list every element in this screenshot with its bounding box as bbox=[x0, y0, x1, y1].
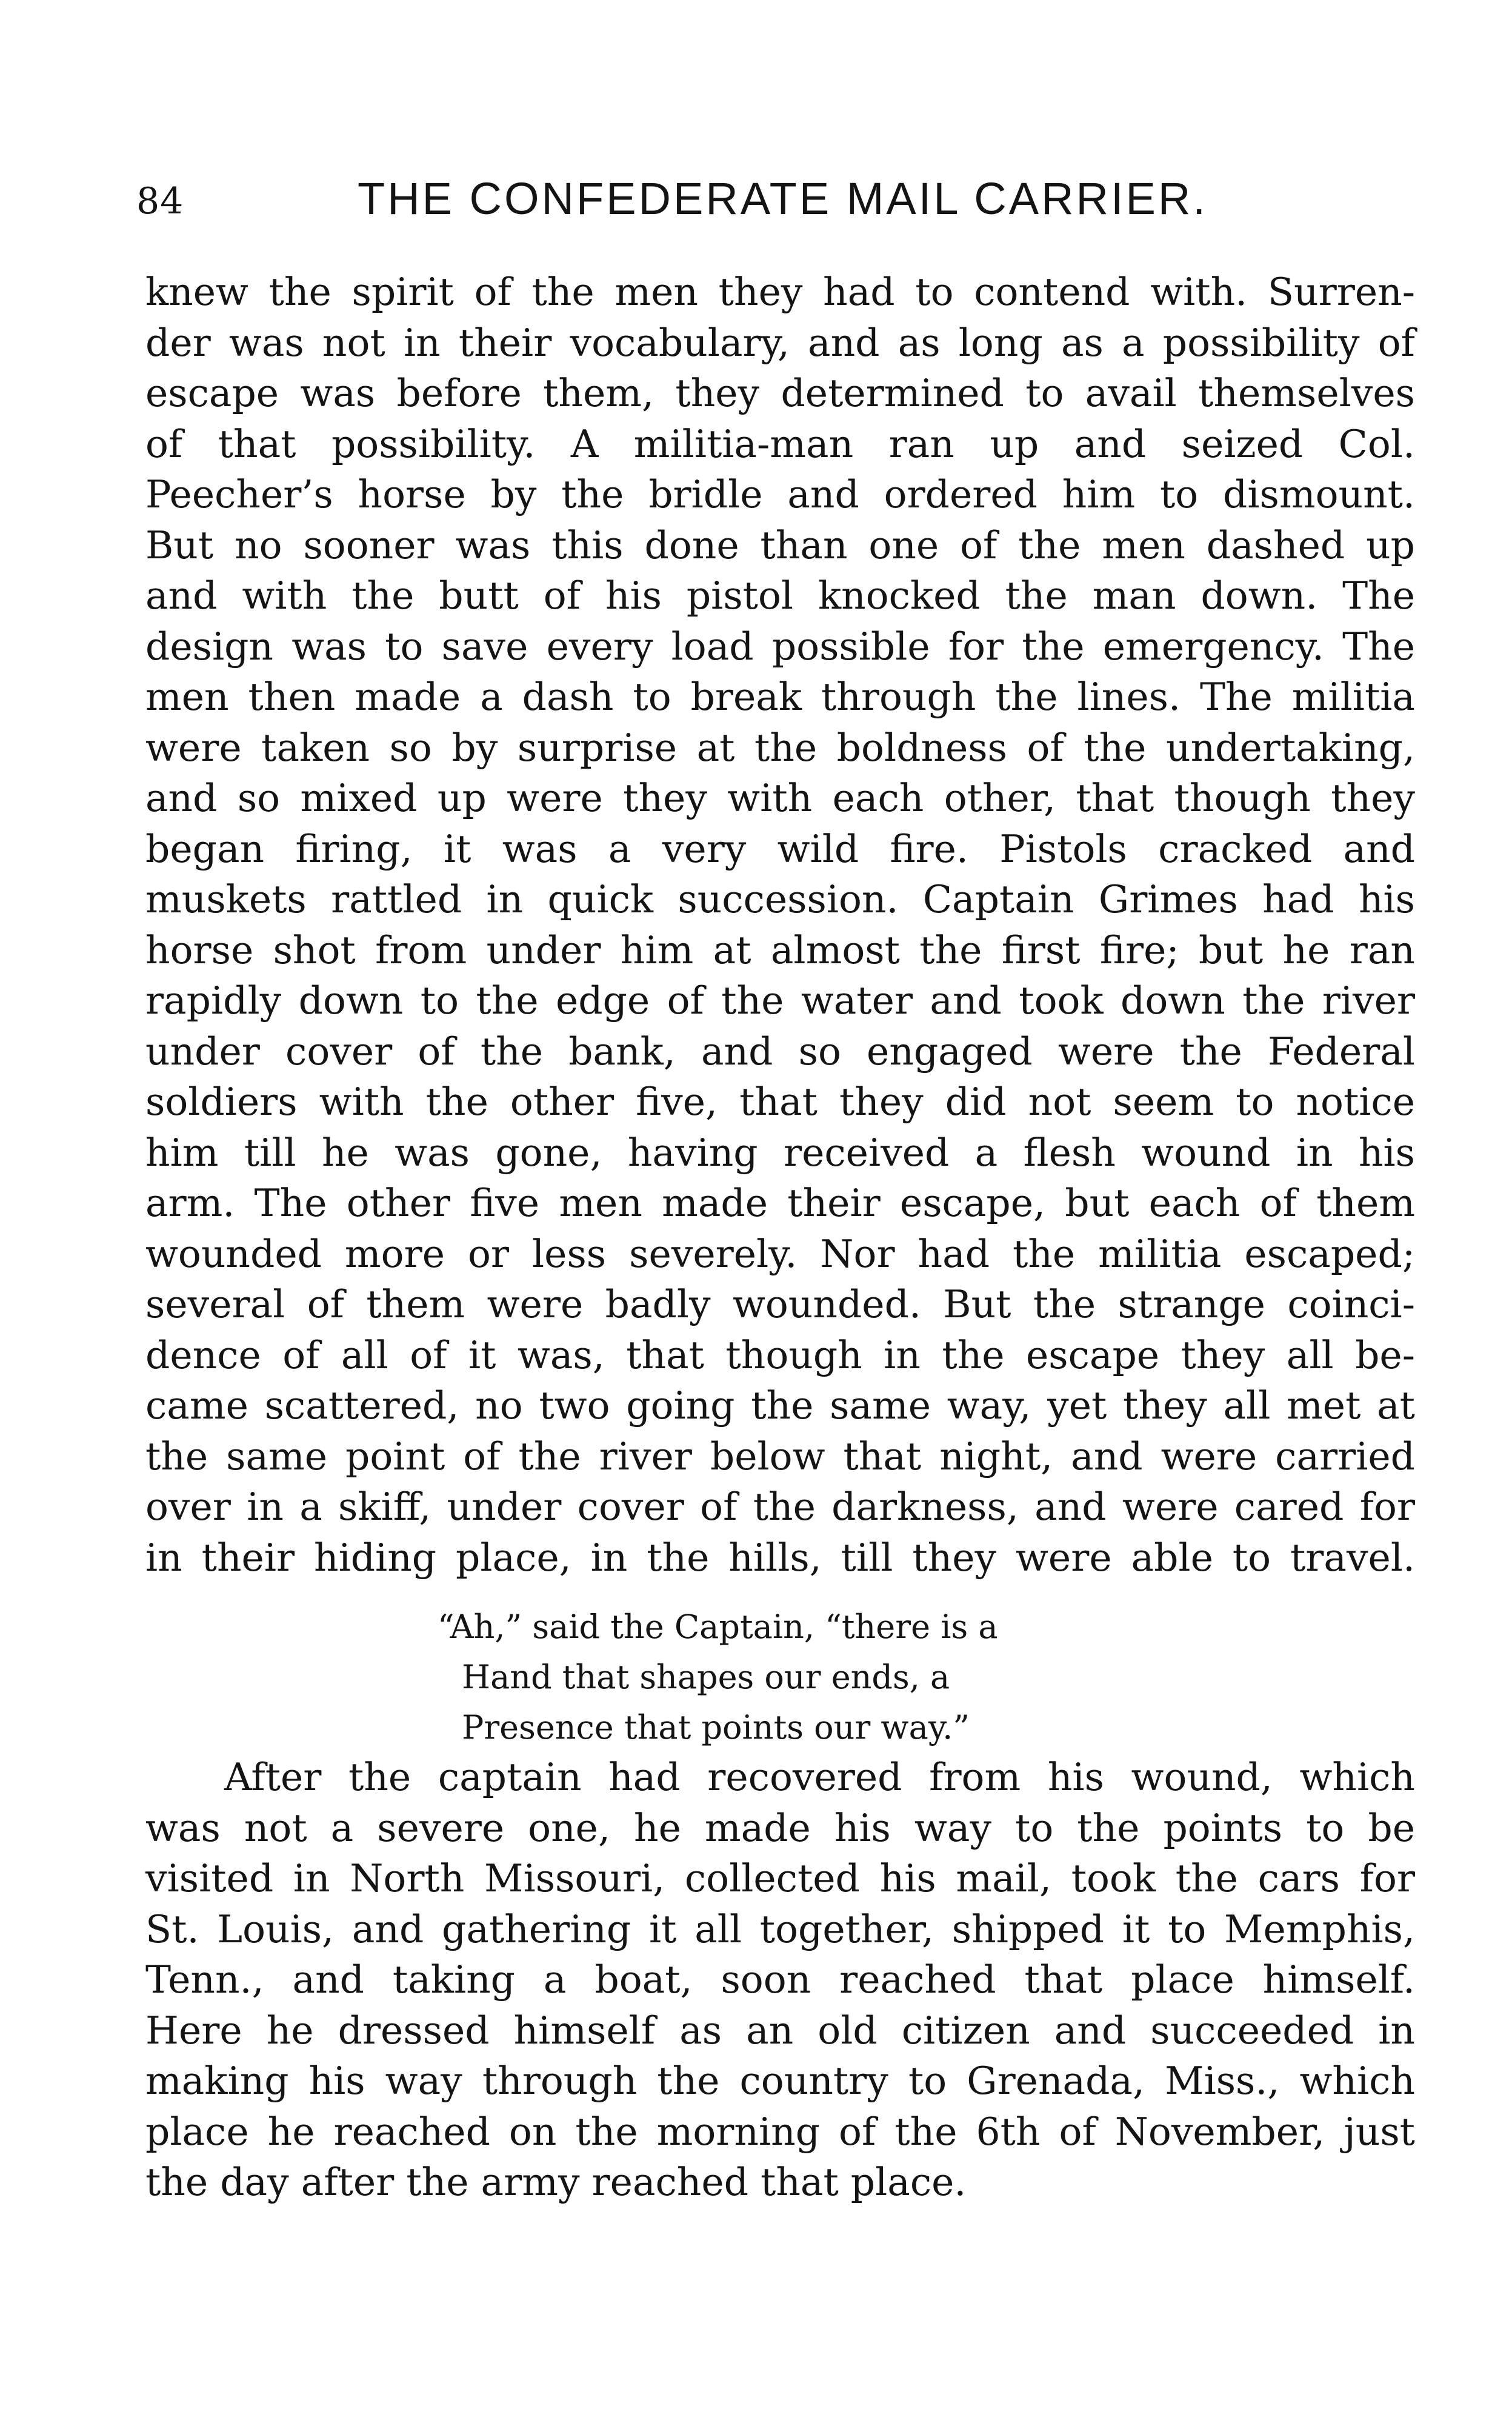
text-line: horse shot from under him at almost the first fire; but he ran bbox=[145, 928, 1415, 972]
verse-quote bbox=[438, 1602, 998, 1753]
verse-line: Hand that shapes our ends, a bbox=[462, 1658, 950, 1696]
paragraph-2 bbox=[145, 1752, 1415, 2208]
page-header bbox=[136, 173, 1445, 239]
text-line: and so mixed up were they with each other, that though they bbox=[145, 776, 1415, 820]
text-line: under cover of the bank, and so engaged were the Federal bbox=[145, 1029, 1415, 1074]
text-line: St. Louis, and gathering it all together, shipped it to Memphis, bbox=[145, 1907, 1415, 1951]
text-line: the same point of the river below that night, and were carried bbox=[145, 1434, 1415, 1479]
text-line: rapidly down to the edge of the water and took down the river bbox=[145, 978, 1415, 1023]
text-line: design was to save every load possible for the emergency. The bbox=[145, 624, 1415, 669]
text-line: escape was before them, they determined to avail themselves bbox=[145, 371, 1415, 415]
verse-line: “Ah,” said the Captain, “there is a bbox=[438, 1608, 998, 1646]
text-line: dence of all of it was, that though in the escape they all be- bbox=[145, 1332, 1415, 1377]
text-line: several of them were badly wounded. But the strange coinci- bbox=[145, 1282, 1415, 1326]
text-line: visited in North Missouri, collected his mail, took the cars for bbox=[145, 1856, 1415, 1900]
running-title: THE CONFEDERATE MAIL CARRIER. bbox=[358, 173, 1208, 224]
paragraph-1 bbox=[145, 267, 1415, 1583]
text-line: muskets rattled in quick succession. Captain Grimes had his bbox=[145, 877, 1415, 921]
text-line: place he reached on the morning of the 6th of November, just bbox=[145, 2109, 1415, 2154]
text-line: was not a severe one, he made his way to the points to be bbox=[145, 1805, 1415, 1850]
text-line: Tenn., and taking a boat, soon reached that place himself. bbox=[145, 1957, 1415, 2002]
text-line: were taken so by surprise at the boldness of the undertaking, bbox=[145, 725, 1415, 770]
text-line: in their hiding place, in the hills, till they were able to travel. bbox=[145, 1535, 1415, 1580]
text-line: soldiers with the other five, that they did not seem to notice bbox=[145, 1080, 1415, 1124]
text-line: der was not in their vocabulary, and as long as a possibility of bbox=[145, 320, 1415, 365]
text-line: came scattered, no two going the same way, yet they all met at bbox=[145, 1383, 1415, 1428]
text-line: men then made a dash to break through the lines. The militia bbox=[145, 675, 1415, 719]
text-line: But no sooner was this done than one of the men dashed up bbox=[145, 523, 1415, 567]
text-line: arm. The other five men made their escape, but each of them bbox=[145, 1181, 1415, 1225]
text-line: Peecher’s horse by the bridle and ordered him to dismount. bbox=[145, 472, 1415, 516]
text-line: Here he dressed himself as an old citizen and succeeded in bbox=[145, 2008, 1415, 2053]
text-line: and with the butt of his pistol knocked the man down. The bbox=[145, 573, 1415, 618]
text-line: him till he was gone, having received a flesh wound in his bbox=[145, 1130, 1415, 1175]
text-line: of that possibility. A militia-man ran up and seized Col. bbox=[145, 421, 1415, 466]
text-line: knew the spirit of the men they had to contend with. Surren- bbox=[145, 270, 1415, 314]
text-line: began firing, it was a very wild fire. Pistols cracked and bbox=[145, 826, 1415, 871]
text-line: the day after the army reached that place. bbox=[145, 2160, 967, 2204]
text-line: over in a skiff, under cover of the darkness, and were cared for bbox=[145, 1485, 1415, 1529]
text-line: wounded more or less severely. Nor had the militia escaped; bbox=[145, 1231, 1415, 1276]
text-line: making his way through the country to Grenada, Miss., which bbox=[145, 2059, 1415, 2103]
page-number: 84 bbox=[136, 180, 184, 222]
text-line: After the captain had recovered from his wound, which bbox=[224, 1755, 1415, 1799]
verse-line: Presence that points our way.” bbox=[462, 1708, 970, 1746]
